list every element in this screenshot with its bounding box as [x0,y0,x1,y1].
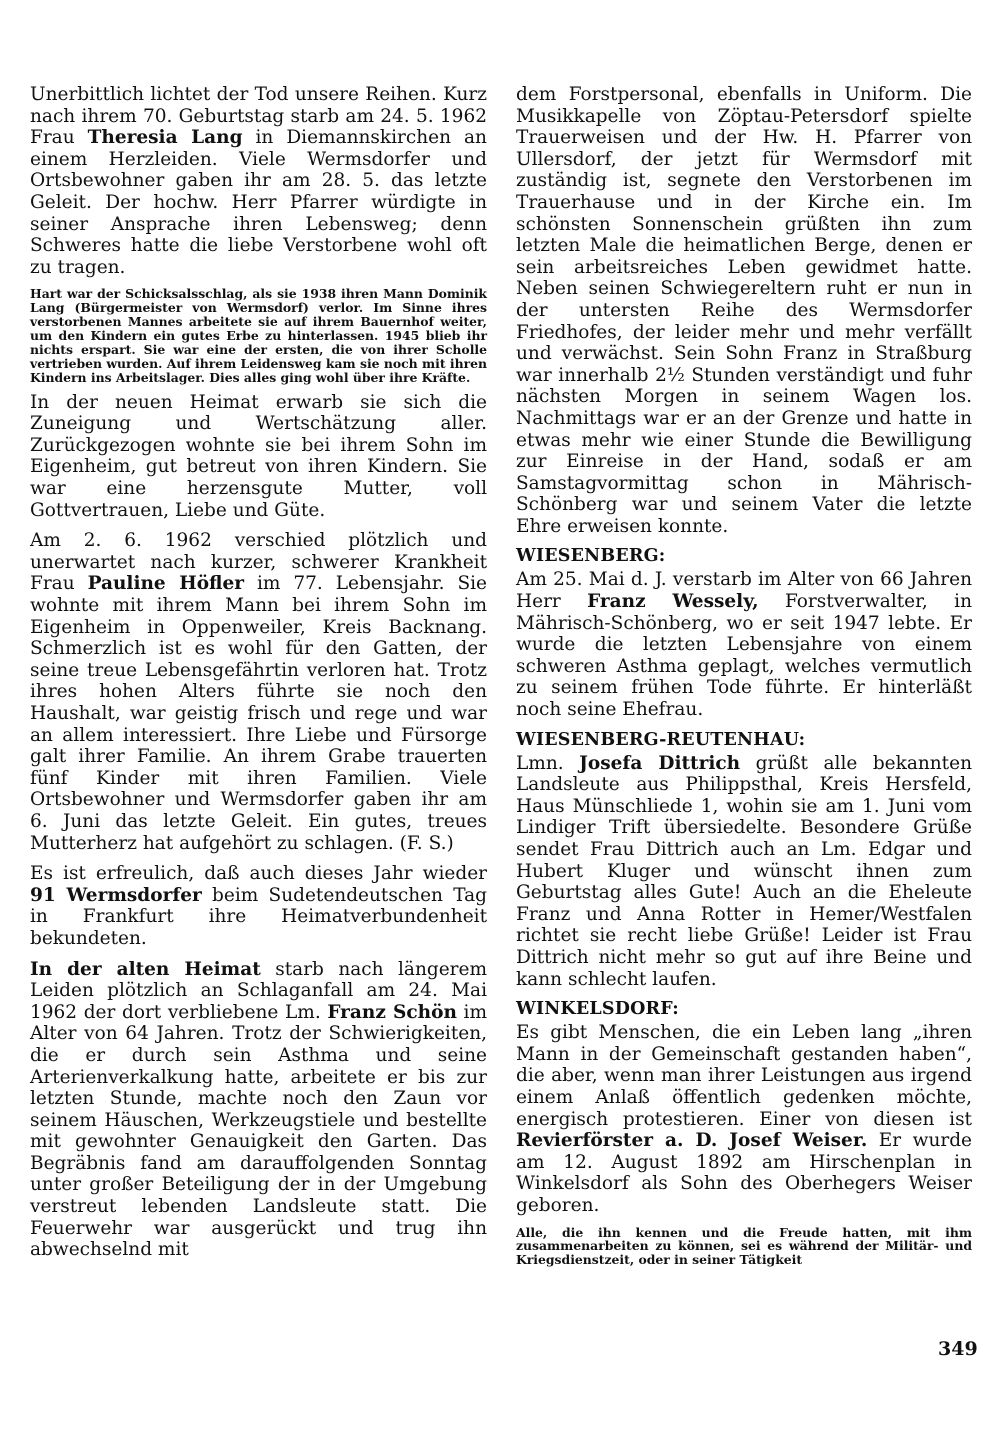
section-heading-winkelsdorf: WINKELSDORF: [516,999,679,1020]
small-print-paragraph: Hart war der Schicksalsschlag, als sie 1938 ihren Mann Dominik Lang (Bürgermeister von Wermsdorf) verlor. Im Sinne ihres verstorbenen Mannes arbeitete sie auf ihrem Bauernhof weiter, um den Kindern ein gutes Erbe zu hinterlassen. 1945 blieb ihr nichts erspart. Sie war eine der ersten, die von ihrer Scholle vertrieben wurden. Auf ihrem Leidensweg kam sie noch mit ihren Kindern ins Arbeitslager. Dies alles ging wohl über ihre Kräfte. [30,286,487,385]
page-number: 349 [938,1338,978,1360]
person-name: Josefa Dittrich [579,752,741,774]
text-run: im 77. Lebensjahr. Sie wohnte mit ihrem Mann bei ihrem Sohn im Eigenheim in Oppenweiler, Kreis Backnang. Schmerzlich ist es wohl für den Gatten, der seine treue Lebensgefährtin verloren hat. Trotz ihres hohen Alters führte sie noch den Haushalt, war geistig frisch und rege und war an allem interessiert. Ihre Liebe und Fürsorge galt ihrer Familie. An ihrem Grabe trauerten fünf Kinder mit ihren Familien. Viele Ortsbewohner und Wermsdorfer gaben ihr am 6. Juni das letzte Geleit. Ein gutes, treues Mutterherz hat aufgehört zu schlagen. (F. S.) [30,573,487,854]
text-run: Am 25. Mai d. J. verstarb im Alter von 66 Jahren Herr [516,569,972,613]
paragraph-josef-weiser [516,1022,972,1216]
lead-phrase: In der alten Heimat [30,958,261,980]
paragraph-funeral-continued: dem Forstpersonal, ebenfalls in Uniform. Die Musikkapelle von Zöptau-Petersdorf spielte Trauerweisen und der Hw. H. Pfarrer von Ullersdorf, der jetzt für Wermsdorf mit zuständig ist, segnete den Verstorbenen im Trauerhause und in der Kirche ein. Im schönsten Sonnenschein grüßten ihn zum letzten Male die heimatlichen Berge, denen er sein arbeitsreiches Leben gewidmet hatte. Neben seinen Schwiegereltern ruht er nun in der untersten Reihe des Wermsdorfer Friedhofes, der leider mehr und mehr verfällt und verwächst. Sein Sohn Franz in Straßburg war innerhalb 2½ Stunden verständigt und fuhr nächsten Morgen in seinem Wagen los. Nachmittags war er an der Grenze und hatte in etwas mehr wie einer Stunde die Bewilligung zur Einreise in der Hand, sodaß er am Samstagvormittag schon in Mährisch-Schönberg war und seinem Vater die letzte Ehre erweisen konnte. [516,84,972,537]
paragraph-franz-schoen [30,959,487,1261]
person-name: Revierförster a. D. Josef Weiser. [516,1130,868,1152]
person-name: Theresia Lang [87,127,243,149]
paragraph-josefa-dittrich [516,753,972,991]
section-heading-wiesenberg: WIESENBERG: [516,546,666,567]
text-run: im Alter von 64 Jahren. Trotz der Schwierigkeiten, die er durch sein Asthma und seine Arterienverkalkung hatte, arbeitete er bis zur letzten Stunde, machte noch den Zaun vor seinem Häuschen, Werkzeugstiele und bestellte mit gewohnter Genauigkeit den Garten. Das Begräbnis fand am darauffolgenden Sonntag unter großer Beteiligung der in der Umgebung verstreut lebenden Landsleute statt. Die Feuerwehr war ausgerückt und trug ihn abwechselnd mit [30,1001,488,1261]
paragraph-franz-wessely [516,569,972,720]
section-heading-wiesenberg-reutenhau: WIESENBERG-REUTENHAU: [516,729,806,750]
person-name: Franz Schön [327,1001,457,1023]
text-run: beim Sudetendeutschen Tag in Frankfurt ihre Heimatverbundenheit bekundeten. [30,884,487,949]
text-run: Er wurde am 12. August 1892 am Hirschenplan in Winkelsdorf als Sohn des Oberhegers Weiser geboren. [516,1130,973,1216]
right-column [516,84,972,1274]
text-run: in Diemannskirchen an einem Herzleiden. Viele Wermsdorfer und Ortsbewohner gaben ihr am 28. 5. das letzte Geleit. Der hochw. Herr Pfarrer würdigte in seiner Ansprache ihren Lebensweg; denn Schweres hatte die liebe Verstorbene wohl oft zu tragen. [30,127,487,278]
text-run: Lmn. [516,752,580,774]
small-print-paragraph: Alle, die ihn kennen und die Freude hatten, mit ihm zusammenarbeiten zu können, sei es während der Militär- und Kriegsdienstzeit, oder in seiner Tätigkeit [516,1224,972,1268]
person-name: Pauline Höfler [87,573,244,595]
paragraph-theresia-lang [30,84,487,278]
paragraph-pauline-hoefler [30,530,487,854]
text-run: Es gibt Menschen, die ein Leben lang „ihren Mann in der Gemeinschaft gestanden haben“, die aber, wenn man ihrer Leistungen aus irgend einem Anlaß öffentlich gedenken möchte, energisch protestieren. Einer von diesen ist [516,1022,972,1130]
paragraph-sudetendeutscher-tag [30,863,487,949]
text-run: Forstverwalter, in Mährisch-Schönberg, wo er seit 1947 lebte. Er wurde die letzten Lebensjahre von einem schweren Asthma geplagt, welches vermutlich zu seinem frühen Tode führte. Er hinterläßt noch seine Ehefrau. [516,591,972,721]
text-run: grüßt alle bekannten Landsleute aus Philippsthal, Kreis Hersfeld, Haus Münschliede 1, wohin sie am 1. Juni vom Lindiger Trift übersiedelte. Besondere Grüße sendet Frau Dittrich auch an Lm. Edgar und Hubert Kluger und wünscht ihnen zum Geburtstag alles Gute! Auch an die Eheleute Franz und Anna Rotter in Hemer/Westfalen richtet sie recht liebe Grüße! Leider ist Frau Dittrich nicht mehr so gut auf ihre Beine und kann schlecht laufen. [516,752,972,990]
text-run: starb nach längerem Leiden plötzlich an Schlaganfall am 24. Mai 1962 der dort verbliebene Lm. [30,958,487,1023]
text-run: Es ist erfreulich, daß auch dieses Jahr wieder [30,863,487,885]
left-column [30,84,487,1270]
person-name: Franz Wessely, [587,591,759,613]
paragraph-new-home: In der neuen Heimat erwarb sie sich die Zuneigung und Wertschätzung aller. Zurückgezogen wohnte sie bei ihrem Sohn im Eigenheim, gut betreut von ihren Kindern. Sie war eine herzensgute Mutter, voll Gottvertrauen, Liebe und Güte. [30,391,487,521]
text-run: Unerbittlich lichtet der Tod unsere Reihen. Kurz nach ihrem 70. Geburtstag starb am 24. 5. 1962 Frau [30,84,487,149]
text-run: Am 2. 6. 1962 verschied plötzlich und unerwartet nach kurzer, schwerer Krankheit Frau [30,530,487,595]
bold-phrase: 91 Wermsdorfer [30,884,202,906]
